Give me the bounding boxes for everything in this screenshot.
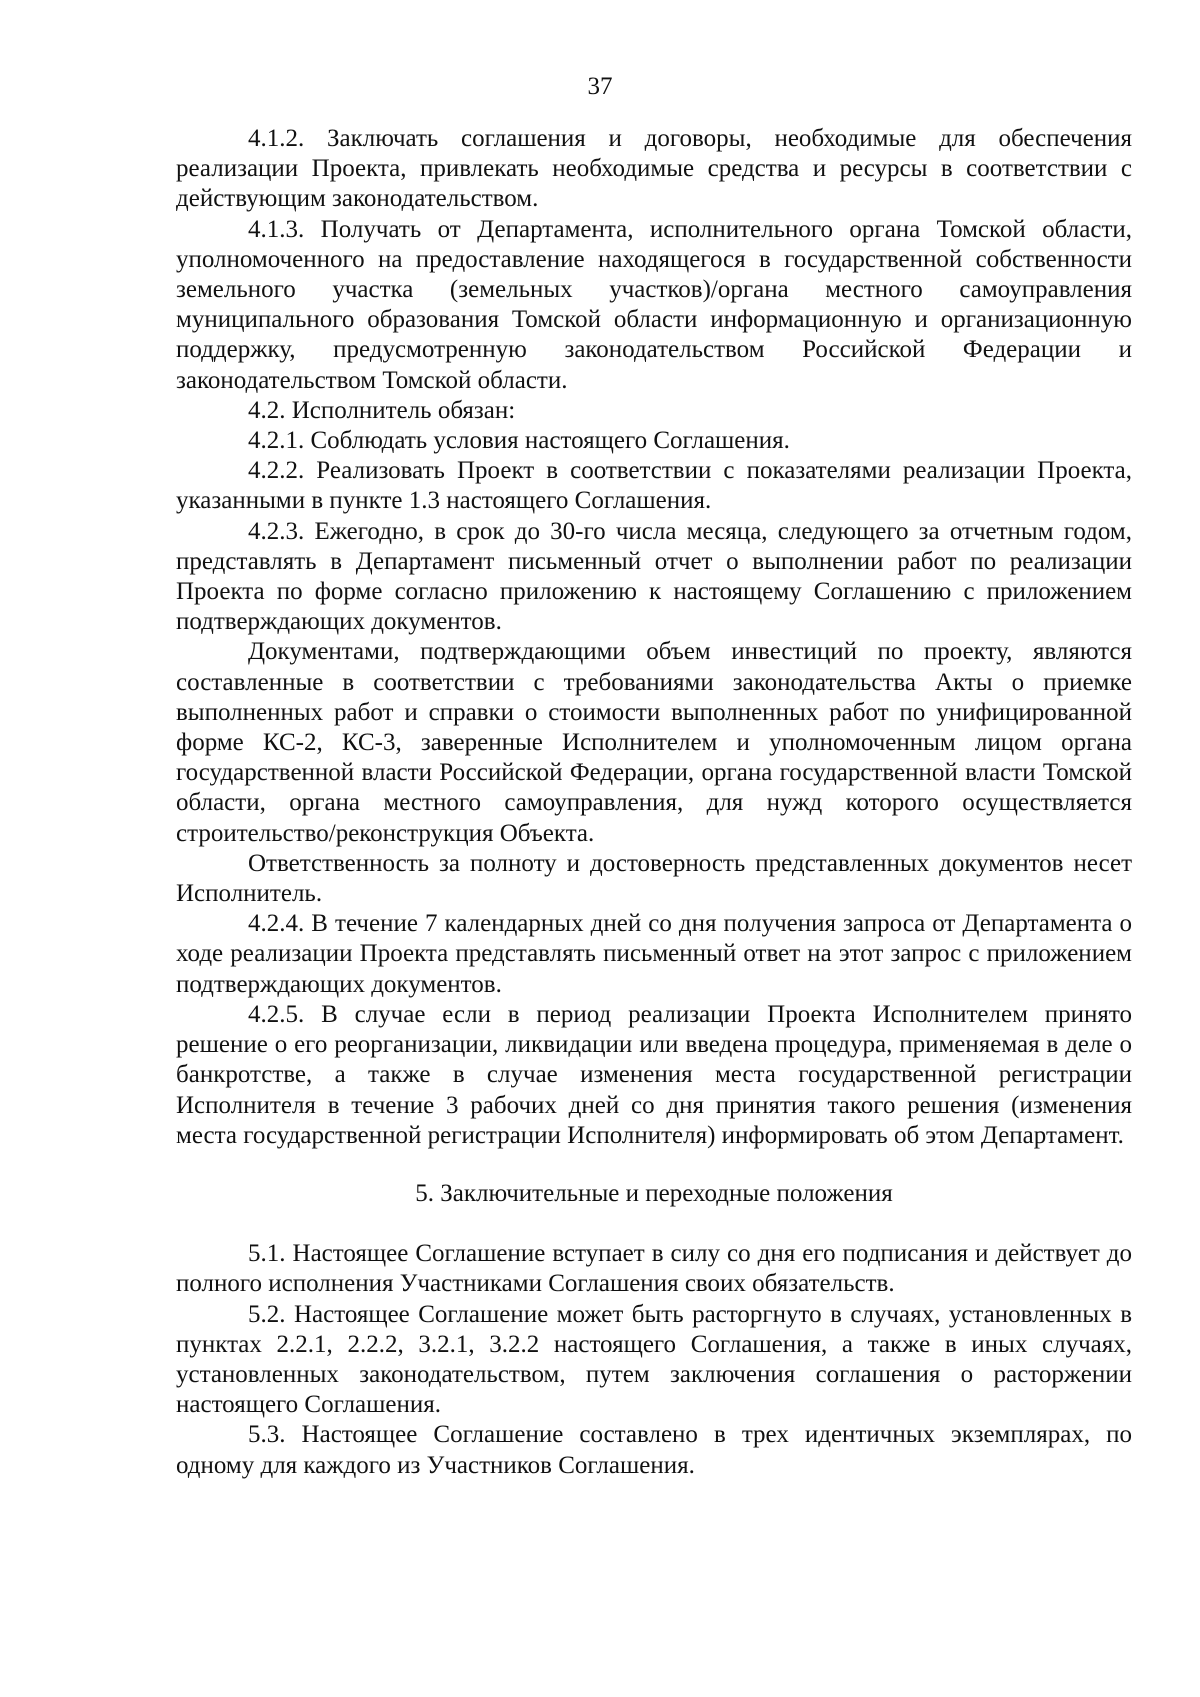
section-heading: 5. Заключительные и переходные положения [415, 1179, 893, 1207]
paragraph-5-1: 5.1. Настоящее Соглашение вступает в силу со дня его подписания и действует до полного исполнения Участниками Соглашения своих обязательств. [176, 1240, 1132, 1298]
paragraph-documents: Документами, подтверждающими объем инвестиций по проекту, являются составленные в соответствии с требованиями законодательства Акты о приемке выполненных работ и справки о стоимости выполненных работ по унифицированной форме КС-2, КС-3, заверенные Исполнителем и уполномоченным лицом органа государственной власти Российской Федерации, органа государственной власти Томской области, органа местного самоуправления, для нужд которого осуществляется строительство/реконструкция Объекта. [176, 638, 1132, 847]
document-body [176, 124, 1132, 1481]
paragraph-4-1-2: 4.1.2. Заключать соглашения и договоры, необходимые для обеспечения реализации Проекта, привлекать необходимые средства и ресурсы в соответствии с действующим законодательством. [176, 125, 1132, 213]
paragraph-4-1-3: 4.1.3. Получать от Департамента, исполнительного органа Томской области, уполномоченного на предоставление находящегося в государственной собственности земельного участка (земельных участков)/органа местного самоуправления муниципального образования Томской области информационную и организационную поддержку, предусмотренную законодательством Российской Федерации и законодательством Томской области. [176, 215, 1132, 394]
page-number: 37 [587, 73, 613, 100]
paragraph-4-2: 4.2. Исполнитель обязан: [248, 396, 516, 424]
paragraph-4-2-3: 4.2.3. Ежегодно, в срок до 30-го числа месяца, следующего за отчетным годом, представлять в Департамент письменный отчет о выполнении работ по реализации Проекта по форме согласно приложению к настоящему Соглашению с приложением подтверждающих документов. [176, 517, 1132, 636]
paragraph-responsibility: Ответственность за полноту и достоверность представленных документов несет Исполнитель. [176, 849, 1132, 908]
paragraph-4-2-1: 4.2.1. Соблюдать условия настоящего Соглашения. [248, 427, 790, 455]
paragraph-4-2-2: 4.2.2. Реализовать Проект в соответствии с показателями реализации Проекта, указанными в пункте 1.3 настоящего Соглашения. [176, 457, 1132, 515]
paragraph-5-2: 5.2. Настоящее Соглашение может быть расторгнуто в случаях, установленных в пунктах 2.2.1, 2.2.2, 3.2.1, 3.2.2 настоящего Соглашения, а также в иных случаях, установленных законодательством, путем заключения соглашения о расторжении настоящего Соглашения. [176, 1300, 1132, 1419]
paragraph-5-3: 5.3. Настоящее Соглашение составлено в трех идентичных экземплярах, по одному для каждого из Участников Соглашения. [176, 1421, 1132, 1479]
paragraph-4-2-4: 4.2.4. В течение 7 календарных дней со дня получения запроса от Департамента о ходе реализации Проекта представлять письменный ответ на этот запрос с приложением подтверждающих документов. [176, 910, 1132, 998]
paragraph-4-2-5: 4.2.5. В случае если в период реализации Проекта Исполнителем принято решение о его реорганизации, ликвидации или введена процедура, применяемая в деле о банкротстве, а также в случае изменения места государственной регистрации Исполнителя в течение 3 рабочих дней со дня принятия такого решения (изменения места государственной регистрации Исполнителя) информировать об этом Департамент. [176, 1000, 1132, 1149]
